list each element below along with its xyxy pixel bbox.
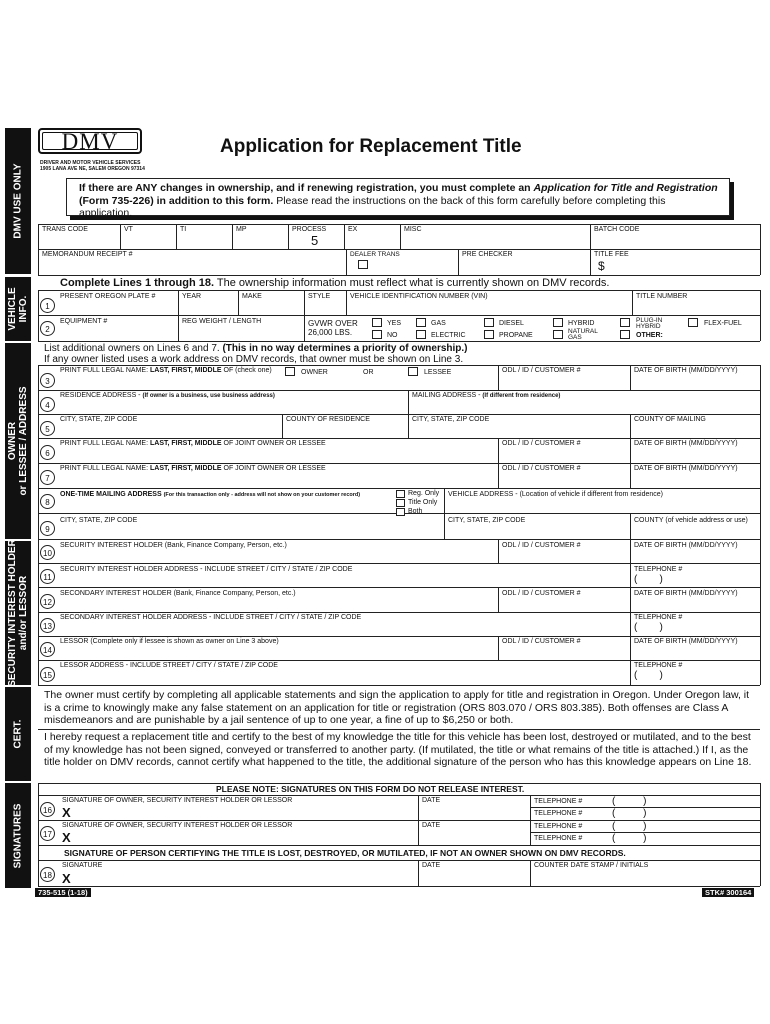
date-label-17: DATE <box>422 822 441 829</box>
plugin-label-2: HYBRID <box>636 323 661 330</box>
no-label: NO <box>387 332 398 339</box>
dob-label-3: DATE OF BIRTH (MM/DD/YYYY) <box>634 367 738 374</box>
vehicle-city-label: CITY, STATE, ZIP CODE <box>448 517 526 524</box>
vt-label: VT <box>124 226 133 233</box>
phone-area-15: ( ) <box>634 670 663 681</box>
process-label: PROCESS <box>292 226 327 233</box>
odl-label-14: ODL / ID / CUSTOMER # <box>502 638 581 645</box>
other-label: OTHER: <box>636 332 663 339</box>
form-number: 735-515 (1-18) <box>35 888 91 897</box>
sig-x-18[interactable]: X <box>62 871 71 886</box>
plugin-hybrid-checkbox[interactable] <box>620 318 630 327</box>
or-label: OR <box>363 369 374 376</box>
line-number-16: 16 <box>40 802 55 817</box>
county-vehicle-label: COUNTY (of vehicle address or use) <box>634 517 748 524</box>
line-number-15: 15 <box>40 667 55 682</box>
flex-fuel-label: FLEX-FUEL <box>704 320 742 327</box>
sig-x-17[interactable]: X <box>62 830 71 845</box>
dealer-trans-checkbox[interactable] <box>358 260 368 269</box>
page-title: Application for Replacement Title <box>220 136 522 157</box>
process-value: 5 <box>311 233 319 248</box>
gas-label: GAS <box>431 320 446 327</box>
sidebar-cert: CERT. <box>5 687 31 781</box>
sih-label: SECURITY INTEREST HOLDER (Bank, Finance Company, Person, etc.) <box>60 542 287 549</box>
ex-label: EX <box>348 226 358 233</box>
title-fee-label: TITLE FEE <box>594 251 629 258</box>
lessor-address-label: LESSOR ADDRESS - INCLUDE STREET / CITY / STATE / ZIP CODE <box>60 662 278 669</box>
org-address: 1905 LANA AVE NE, SALEM OREGON 97314 <box>40 166 145 172</box>
line-number-12: 12 <box>40 594 55 609</box>
line-number-13: 13 <box>40 618 55 633</box>
secondary-address-label: SECONDARY INTEREST HOLDER ADDRESS - INCLUDE STREET / CITY / STATE / ZIP CODE <box>60 614 362 621</box>
instructions-rest: Please read the instructions on the back of this form carefully before completing this application. <box>79 194 666 219</box>
county-mailing-label: COUNTY OF MAILING <box>634 416 706 423</box>
telephone-label-11: TELEPHONE # <box>634 566 683 573</box>
sidebar-vehicle: VEHICLE INFO. <box>5 277 31 341</box>
secondary-label: SECONDARY INTEREST HOLDER (Bank, Finance Company, Person, etc.) <box>60 590 296 597</box>
line-number-2: 2 <box>40 321 55 336</box>
both-label: Both <box>408 508 423 515</box>
plugin-label-1: PLUG-IN <box>636 317 663 324</box>
line-number-8: 8 <box>40 494 55 509</box>
joint-owner-label-7: PRINT FULL LEGAL NAME: LAST, FIRST, MIDDLE OF JOINT OWNER OR LESSEE <box>60 465 326 472</box>
lessor-label: LESSOR (Complete only if lessee is shown as owner on Line 3 above) <box>60 638 279 645</box>
propane-label: PROPANE <box>499 332 533 339</box>
title-only-label: Title Only <box>408 499 438 506</box>
owner-option-label: OWNER <box>301 369 328 376</box>
instructions-bold: If there are ANY changes in ownership, and if renewing registration, you must complete an <box>79 182 531 194</box>
vin-label: VEHICLE IDENTIFICATION NUMBER (VIN) <box>350 293 488 300</box>
dealer-trans-label: DEALER TRANS <box>350 251 400 258</box>
gvwr-no-checkbox[interactable] <box>372 330 382 339</box>
natural-gas-checkbox[interactable] <box>553 330 563 339</box>
line-number-14: 14 <box>40 642 55 657</box>
lessee-checkbox[interactable] <box>408 367 418 376</box>
line-number-9: 9 <box>40 521 55 536</box>
both-checkbox[interactable] <box>396 508 405 516</box>
dob-label-6: DATE OF BIRTH (MM/DD/YYYY) <box>634 440 738 447</box>
odl-label-6: ODL / ID / CUSTOMER # <box>502 440 581 447</box>
county-residence-label: COUNTY OF RESIDENCE <box>286 416 370 423</box>
date-label-18: DATE <box>422 862 441 869</box>
line-number-4: 4 <box>40 397 55 412</box>
yes-label: YES <box>387 320 402 327</box>
propane-checkbox[interactable] <box>484 330 494 339</box>
electric-label: ELECTRIC <box>431 332 466 339</box>
signature-label-18: SIGNATURE <box>62 862 103 869</box>
line-number-18: 18 <box>40 867 55 882</box>
owner-intro: List additional owners on Lines 6 and 7. (This in no way determines a priority of ownership.) If any owner listed uses a work address on DMV records, that owner must be shown on Line 3. <box>44 343 468 365</box>
stock-number: STK# 300164 <box>702 888 754 897</box>
signature-note: PLEASE NOTE: SIGNATURES ON THIS FORM DO NOT RELEASE INTEREST. <box>216 784 525 794</box>
natural-gas-label-2: GAS <box>568 334 582 341</box>
diesel-checkbox[interactable] <box>484 318 494 327</box>
phone-area-13: ( ) <box>634 622 663 633</box>
style-label: STYLE <box>308 293 331 300</box>
odl-label-10: ODL / ID / CUSTOMER # <box>502 542 581 549</box>
certifying-note: SIGNATURE OF PERSON CERTIFYING THE TITLE IS LOST, DESTROYED, OR MUTILATED, IF NOT AN OWNER SHOWN ON DMV RECORDS. <box>64 848 626 858</box>
pre-checker-label: PRE CHECKER <box>462 251 513 258</box>
line-number-5: 5 <box>40 421 55 436</box>
sig-label-16: SIGNATURE OF OWNER, SECURITY INTEREST HOLDER OR LESSOR <box>62 797 293 804</box>
dob-label-12: DATE OF BIRTH (MM/DD/YYYY) <box>634 590 738 597</box>
phone-16b: ( ) <box>612 808 647 819</box>
date-label-16: DATE <box>422 797 441 804</box>
line-number-11: 11 <box>40 569 55 584</box>
sidebar-owner: OWNER or LESSEE / ADDRESS <box>5 343 31 539</box>
gas-checkbox[interactable] <box>416 318 426 327</box>
owner-name-label: PRINT FULL LEGAL NAME: LAST, FIRST, MIDDLE OF (check one) <box>60 367 272 374</box>
title-number-label: TITLE NUMBER <box>636 293 688 300</box>
line-number-10: 10 <box>40 545 55 560</box>
gvwr-yes-checkbox[interactable] <box>372 318 382 327</box>
sidebar-dmv-use: DMV USE ONLY <box>5 128 31 274</box>
line-number-3: 3 <box>40 373 55 388</box>
gvwr-label-1: GVWR OVER <box>308 319 358 328</box>
dmv-logo <box>38 128 146 160</box>
one-time-mailing-label: ONE-TIME MAILING ADDRESS (For this transaction only - address will not show on your customer record) <box>60 491 361 498</box>
instructions-bold2: (Form 735-226) in addition to this form. <box>79 194 274 207</box>
reg-only-checkbox[interactable] <box>396 490 405 498</box>
odl-label-12: ODL / ID / CUSTOMER # <box>502 590 581 597</box>
dob-label-14: DATE OF BIRTH (MM/DD/YYYY) <box>634 638 738 645</box>
joint-owner-label-6: PRINT FULL LEGAL NAME: LAST, FIRST, MIDDLE OF JOINT OWNER OR LESSEE <box>60 440 326 447</box>
memo-label: MEMORANDUM RECEIPT # <box>42 251 133 258</box>
other-checkbox[interactable] <box>620 330 630 339</box>
electric-checkbox[interactable] <box>416 330 426 339</box>
sig-label-17: SIGNATURE OF OWNER, SECURITY INTEREST HOLDER OR LESSOR <box>62 822 293 829</box>
phone-17b: ( ) <box>612 833 647 844</box>
mp-label: MP <box>236 226 247 233</box>
flex-fuel-checkbox[interactable] <box>688 318 698 327</box>
telephone-label-17a: TELEPHONE # <box>534 823 583 830</box>
odl-label-3: ODL / ID / CUSTOMER # <box>502 367 581 374</box>
cert-paragraph-1: The owner must certify by completing all applicable statements and sign the application to apply for title and registration in Oregon. Under Oregon law, it is a crime to knowingly make any false statement on an application for title or registration (ORS 803.070 / ORS 803.385). Both offenses are Class A misdemeanors and are punishable by a jail sentence of up to one year, a fine of up to $6,250 or both. <box>44 689 750 726</box>
phone-17a: ( ) <box>612 821 647 832</box>
mailing-label: MAILING ADDRESS - (If different from residence) <box>412 392 561 399</box>
year-label: YEAR <box>182 293 202 300</box>
telephone-label-16a: TELEPHONE # <box>534 798 583 805</box>
instructions-box <box>66 178 730 219</box>
batch-code-label: BATCH CODE <box>594 226 640 233</box>
natural-gas-label-1: NATURAL <box>568 328 598 335</box>
counter-stamp-label: COUNTER DATE STAMP / INITIALS <box>534 862 649 869</box>
vehicle-address-label: VEHICLE ADDRESS - (Location of vehicle if different from residence) <box>448 491 664 498</box>
ti-label: TI <box>180 226 187 233</box>
sig-x-16[interactable]: X <box>62 805 71 820</box>
mailing-city-label: CITY, STATE, ZIP CODE <box>412 416 490 423</box>
phone-16a: ( ) <box>612 796 647 807</box>
dob-label-10: DATE OF BIRTH (MM/DD/YYYY) <box>634 542 738 549</box>
diesel-label: DIESEL <box>499 320 524 327</box>
residence-label: RESIDENCE ADDRESS - (If owner is a business, use business address) <box>60 392 275 399</box>
cert-paragraph-2: I hereby request a replacement title and certify to the best of my knowledge the title for this vehicle has been lost, destroyed or mutilated, and to the best of my knowledge has not been signed, conveyed or transferred to another party. (If mutilated, the title or what remains of the title is attached.) If I, as the title holder on DMV records, cannot certify what happened to the title, the additional signature of the person who has this knowledge appears on Line 18. <box>44 731 752 768</box>
line-number-6: 6 <box>40 445 55 460</box>
misc-label: MISC <box>404 226 422 233</box>
owner-checkbox[interactable] <box>285 367 295 376</box>
line-number-7: 7 <box>40 470 55 485</box>
hybrid-checkbox[interactable] <box>553 318 563 327</box>
reg-weight-label: REG WEIGHT / LENGTH <box>182 318 262 325</box>
equipment-label: EQUIPMENT # <box>60 318 108 325</box>
city-state-zip-label-5: CITY, STATE, ZIP CODE <box>60 416 138 423</box>
telephone-label-13: TELEPHONE # <box>634 614 683 621</box>
instructions-italic: Application for Title and Registration <box>533 182 718 194</box>
gvwr-label-2: 26,000 LBS. <box>308 328 353 337</box>
reg-only-label: Reg. Only <box>408 490 440 497</box>
sidebar-signatures: SIGNATURES <box>5 783 31 888</box>
logo-text: DMV <box>61 129 119 154</box>
line-number-17: 17 <box>40 826 55 841</box>
title-fee-value: $ <box>598 259 605 273</box>
plate-label: PRESENT OREGON PLATE # <box>60 293 156 300</box>
lessee-option-label: LESSEE <box>424 369 452 376</box>
org-name: DRIVER AND MOTOR VEHICLE SERVICES <box>40 160 141 166</box>
make-label: MAKE <box>242 293 262 300</box>
title-only-checkbox[interactable] <box>396 499 405 507</box>
dob-label-7: DATE OF BIRTH (MM/DD/YYYY) <box>634 465 738 472</box>
telephone-label-17b: TELEPHONE # <box>534 835 583 842</box>
sidebar-security: SECURITY INTEREST HOLDER and/or LESSOR <box>7 539 29 687</box>
city-state-zip-label-9: CITY, STATE, ZIP CODE <box>60 517 138 524</box>
line-number-1: 1 <box>40 298 55 313</box>
telephone-label-16b: TELEPHONE # <box>534 810 583 817</box>
phone-area-11: ( ) <box>634 574 663 585</box>
trans-code-label: TRANS CODE <box>42 226 88 233</box>
hybrid-label: HYBRID <box>568 320 595 327</box>
vehicle-heading: Complete Lines 1 through 18. The ownership information must reflect what is currently shown on DMV records. <box>60 277 610 289</box>
odl-label-7: ODL / ID / CUSTOMER # <box>502 465 581 472</box>
telephone-label-15: TELEPHONE # <box>634 662 683 669</box>
sih-address-label: SECURITY INTEREST HOLDER ADDRESS - INCLUDE STREET / CITY / STATE / ZIP CODE <box>60 566 353 573</box>
